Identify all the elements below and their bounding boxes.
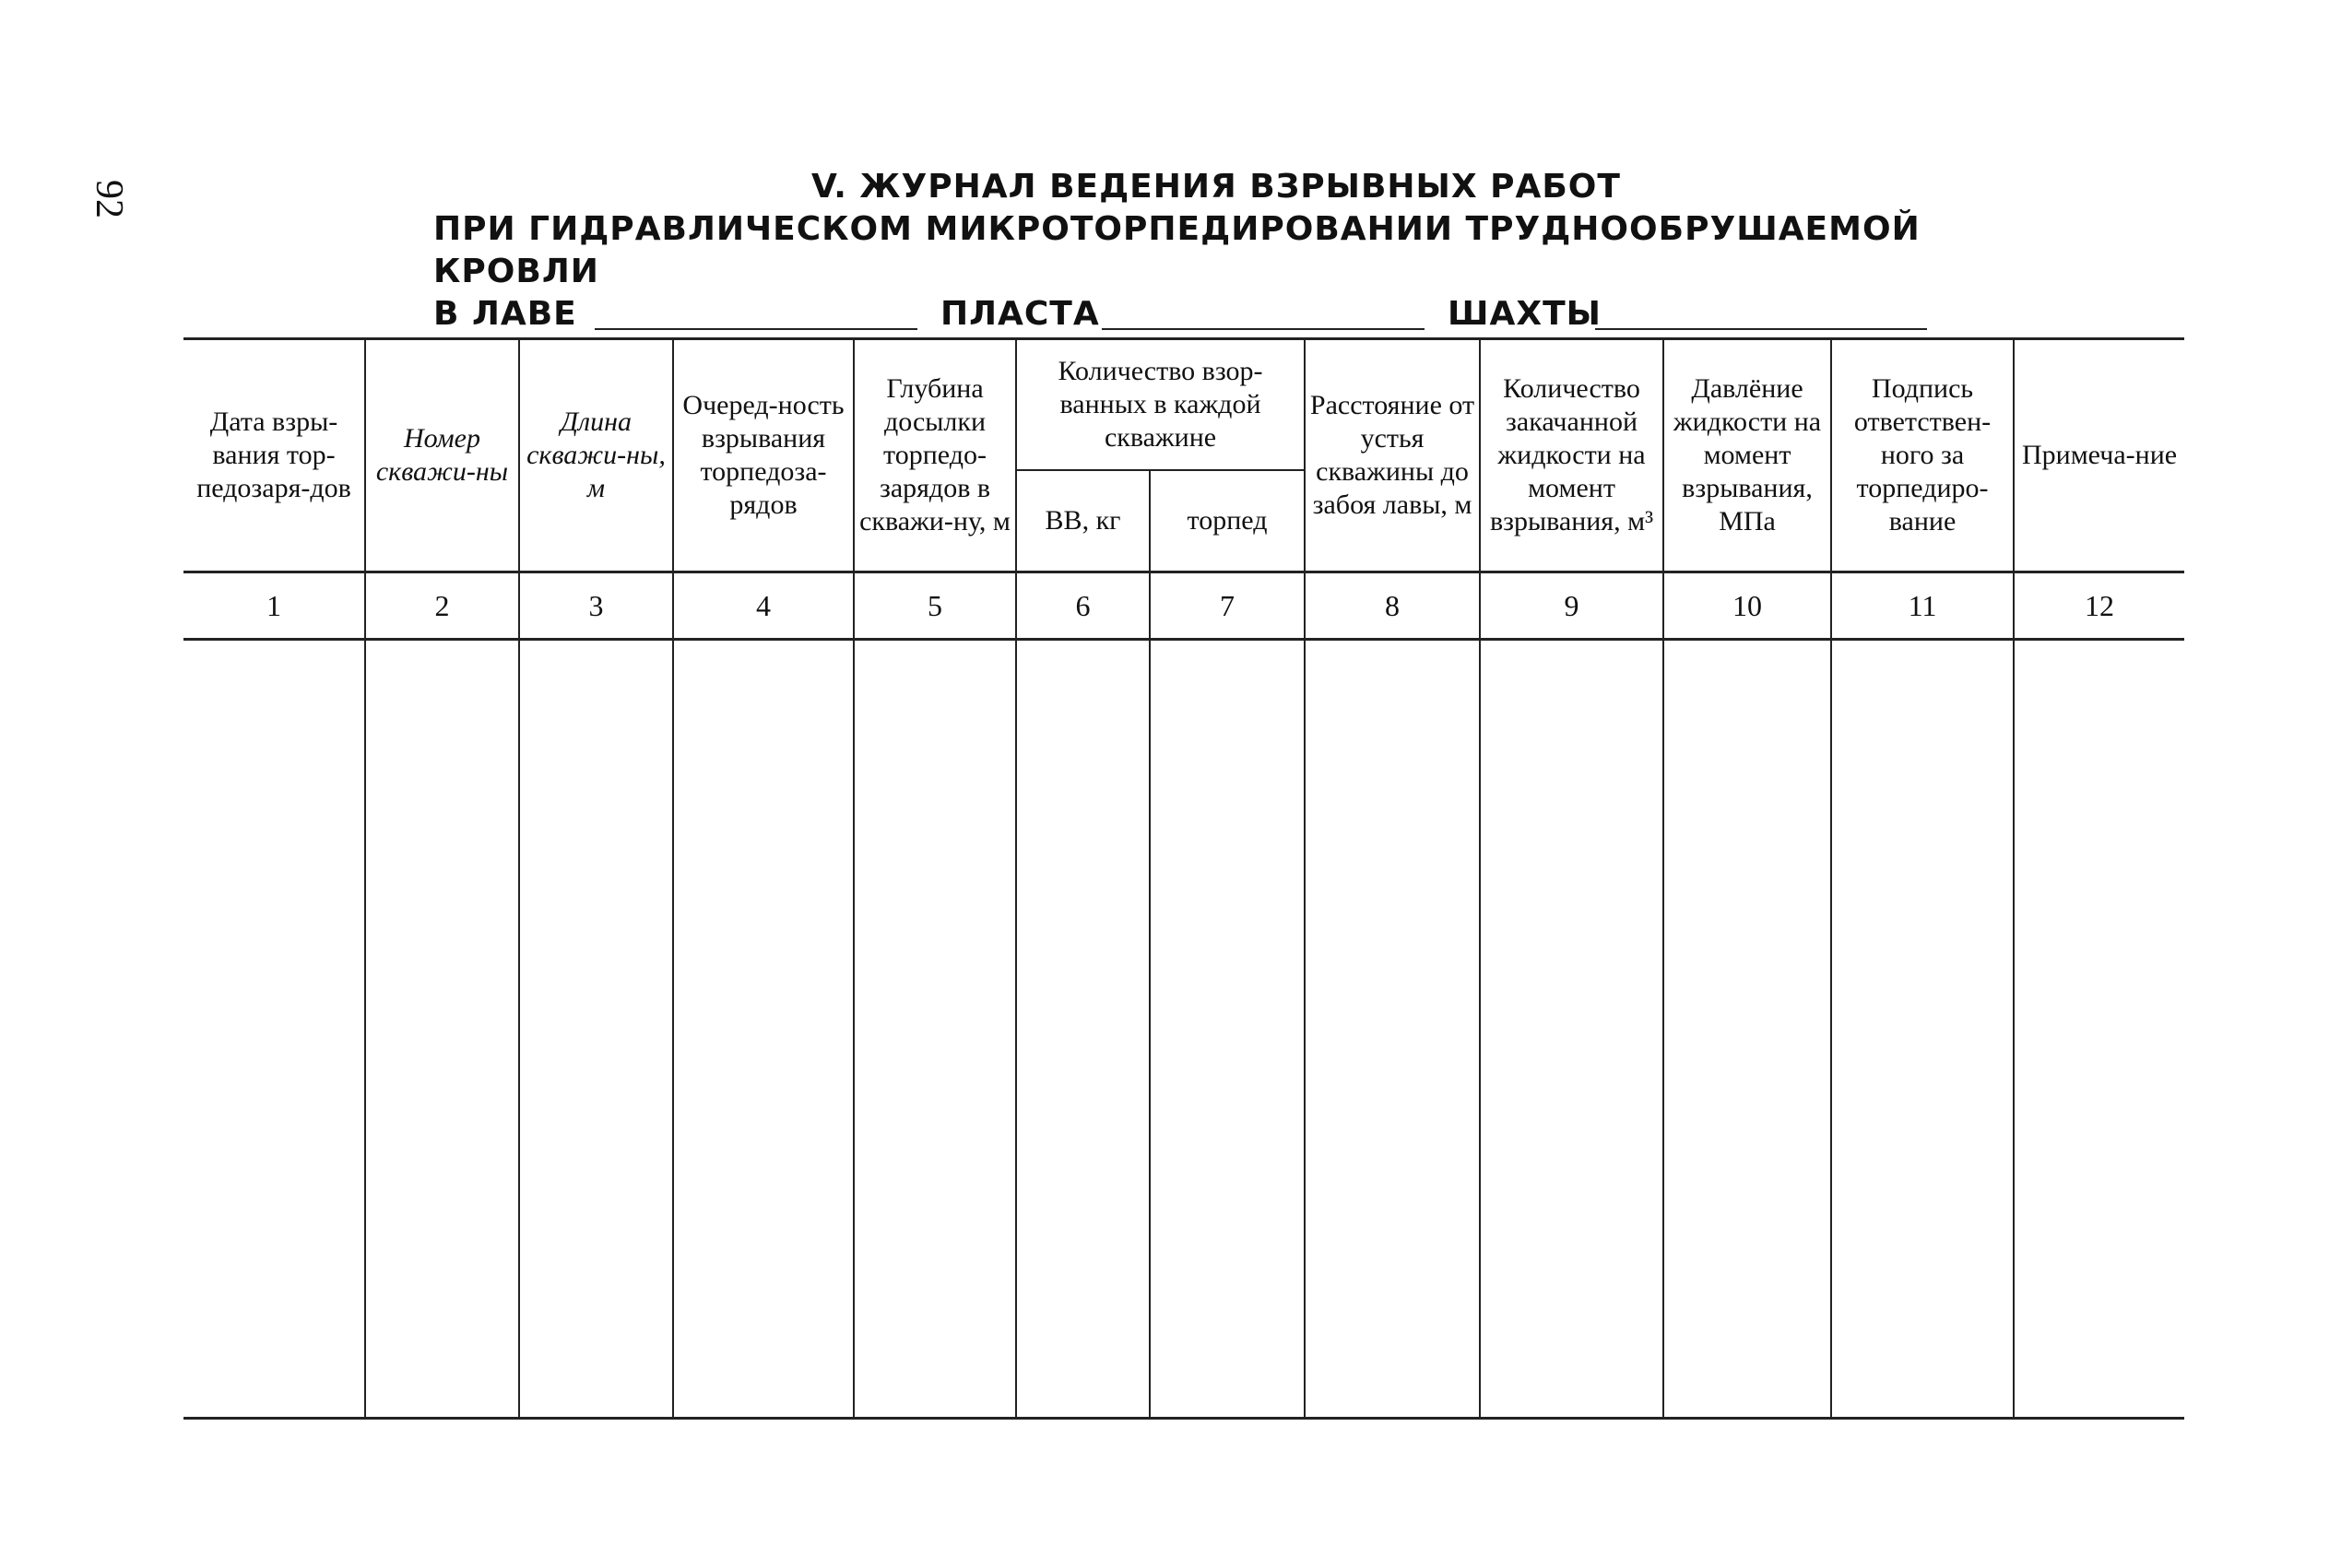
entry-cell-signature[interactable] (1831, 640, 2014, 1419)
column-number: 1 (183, 572, 365, 640)
entry-cell-blast-order[interactable] (673, 640, 854, 1419)
column-number: 6 (1016, 572, 1150, 640)
entry-cell-date[interactable] (183, 640, 365, 1419)
entry-cell-pressure[interactable] (1663, 640, 1831, 1419)
column-number: 8 (1305, 572, 1480, 640)
header-hole-length: Длина скважи-ны, м (519, 339, 673, 572)
header-blast-order: Очеред-ность взрывания торпедоза-рядов (673, 339, 854, 572)
journal-table (183, 337, 2184, 1420)
header-liquid-volume: Количество закачанной жидкости на момент взрывания, м³ (1480, 339, 1663, 572)
entry-cell-distance[interactable] (1305, 640, 1480, 1419)
label-plast: ПЛАСТА (940, 295, 1100, 333)
entry-cell-note[interactable] (2014, 640, 2184, 1419)
entry-cell-torpedoes[interactable] (1150, 640, 1305, 1419)
label-shakhty: ШАХТЫ (1448, 295, 1602, 333)
table-row (183, 640, 2184, 1419)
blank-plast[interactable] (1102, 328, 1425, 330)
header-distance: Расстояние от устья скважины до забоя лавы, м (1305, 339, 1480, 572)
fill-in-row (433, 293, 1945, 337)
document-title (433, 166, 1945, 337)
title-line-2: ПРИ ГИДРАВЛИЧЕСКОМ МИКРОТОРПЕДИРОВАНИИ ТРУДНООБРУШАЕМОЙ КРОВЛИ (433, 210, 1921, 290)
header-pressure: Давлёние жидкости на момент взрывания, МПа (1663, 339, 1831, 572)
label-lava: В ЛАВЕ (433, 295, 577, 333)
column-number: 3 (519, 572, 673, 640)
entry-cell-explosive-kg[interactable] (1016, 640, 1150, 1419)
entry-cell-liquid-volume[interactable] (1480, 640, 1663, 1419)
column-number: 5 (854, 572, 1016, 640)
header-date: Дата взры-вания тор-педозаря-дов (183, 339, 365, 572)
title-line-1: V. ЖУРНАЛ ВЕДЕНИЯ ВЗРЫВНЫХ РАБОТ (811, 168, 1621, 206)
column-number: 2 (365, 572, 519, 640)
subheader-torpedoes: торпед (1150, 470, 1305, 572)
header-depth: Глубина досылки торпедо-зарядов в скважи-ну, м (854, 339, 1016, 572)
entry-cell-depth[interactable] (854, 640, 1016, 1419)
header-signature: Подпись ответствен-ного за торпедиро-вание (1831, 339, 2014, 572)
page-number: 92 (88, 180, 130, 218)
column-number: 7 (1150, 572, 1305, 640)
blank-lava[interactable] (595, 328, 917, 330)
column-number: 12 (2014, 572, 2184, 640)
column-number-row (183, 572, 2184, 640)
entry-cell-hole-length[interactable] (519, 640, 673, 1419)
entry-cell-hole-number[interactable] (365, 640, 519, 1419)
column-number: 11 (1831, 572, 2014, 640)
blank-shakhty[interactable] (1595, 328, 1927, 330)
header-blasted-quantity: Количество взор-ванных в каждой скважине (1016, 339, 1305, 471)
header-hole-number: Номер скважи-ны (365, 339, 519, 572)
column-number: 4 (673, 572, 854, 640)
column-number: 9 (1480, 572, 1663, 640)
header-note: Примеча-ние (2014, 339, 2184, 572)
column-number: 10 (1663, 572, 1831, 640)
subheader-explosive-kg: ВВ, кг (1016, 470, 1150, 572)
